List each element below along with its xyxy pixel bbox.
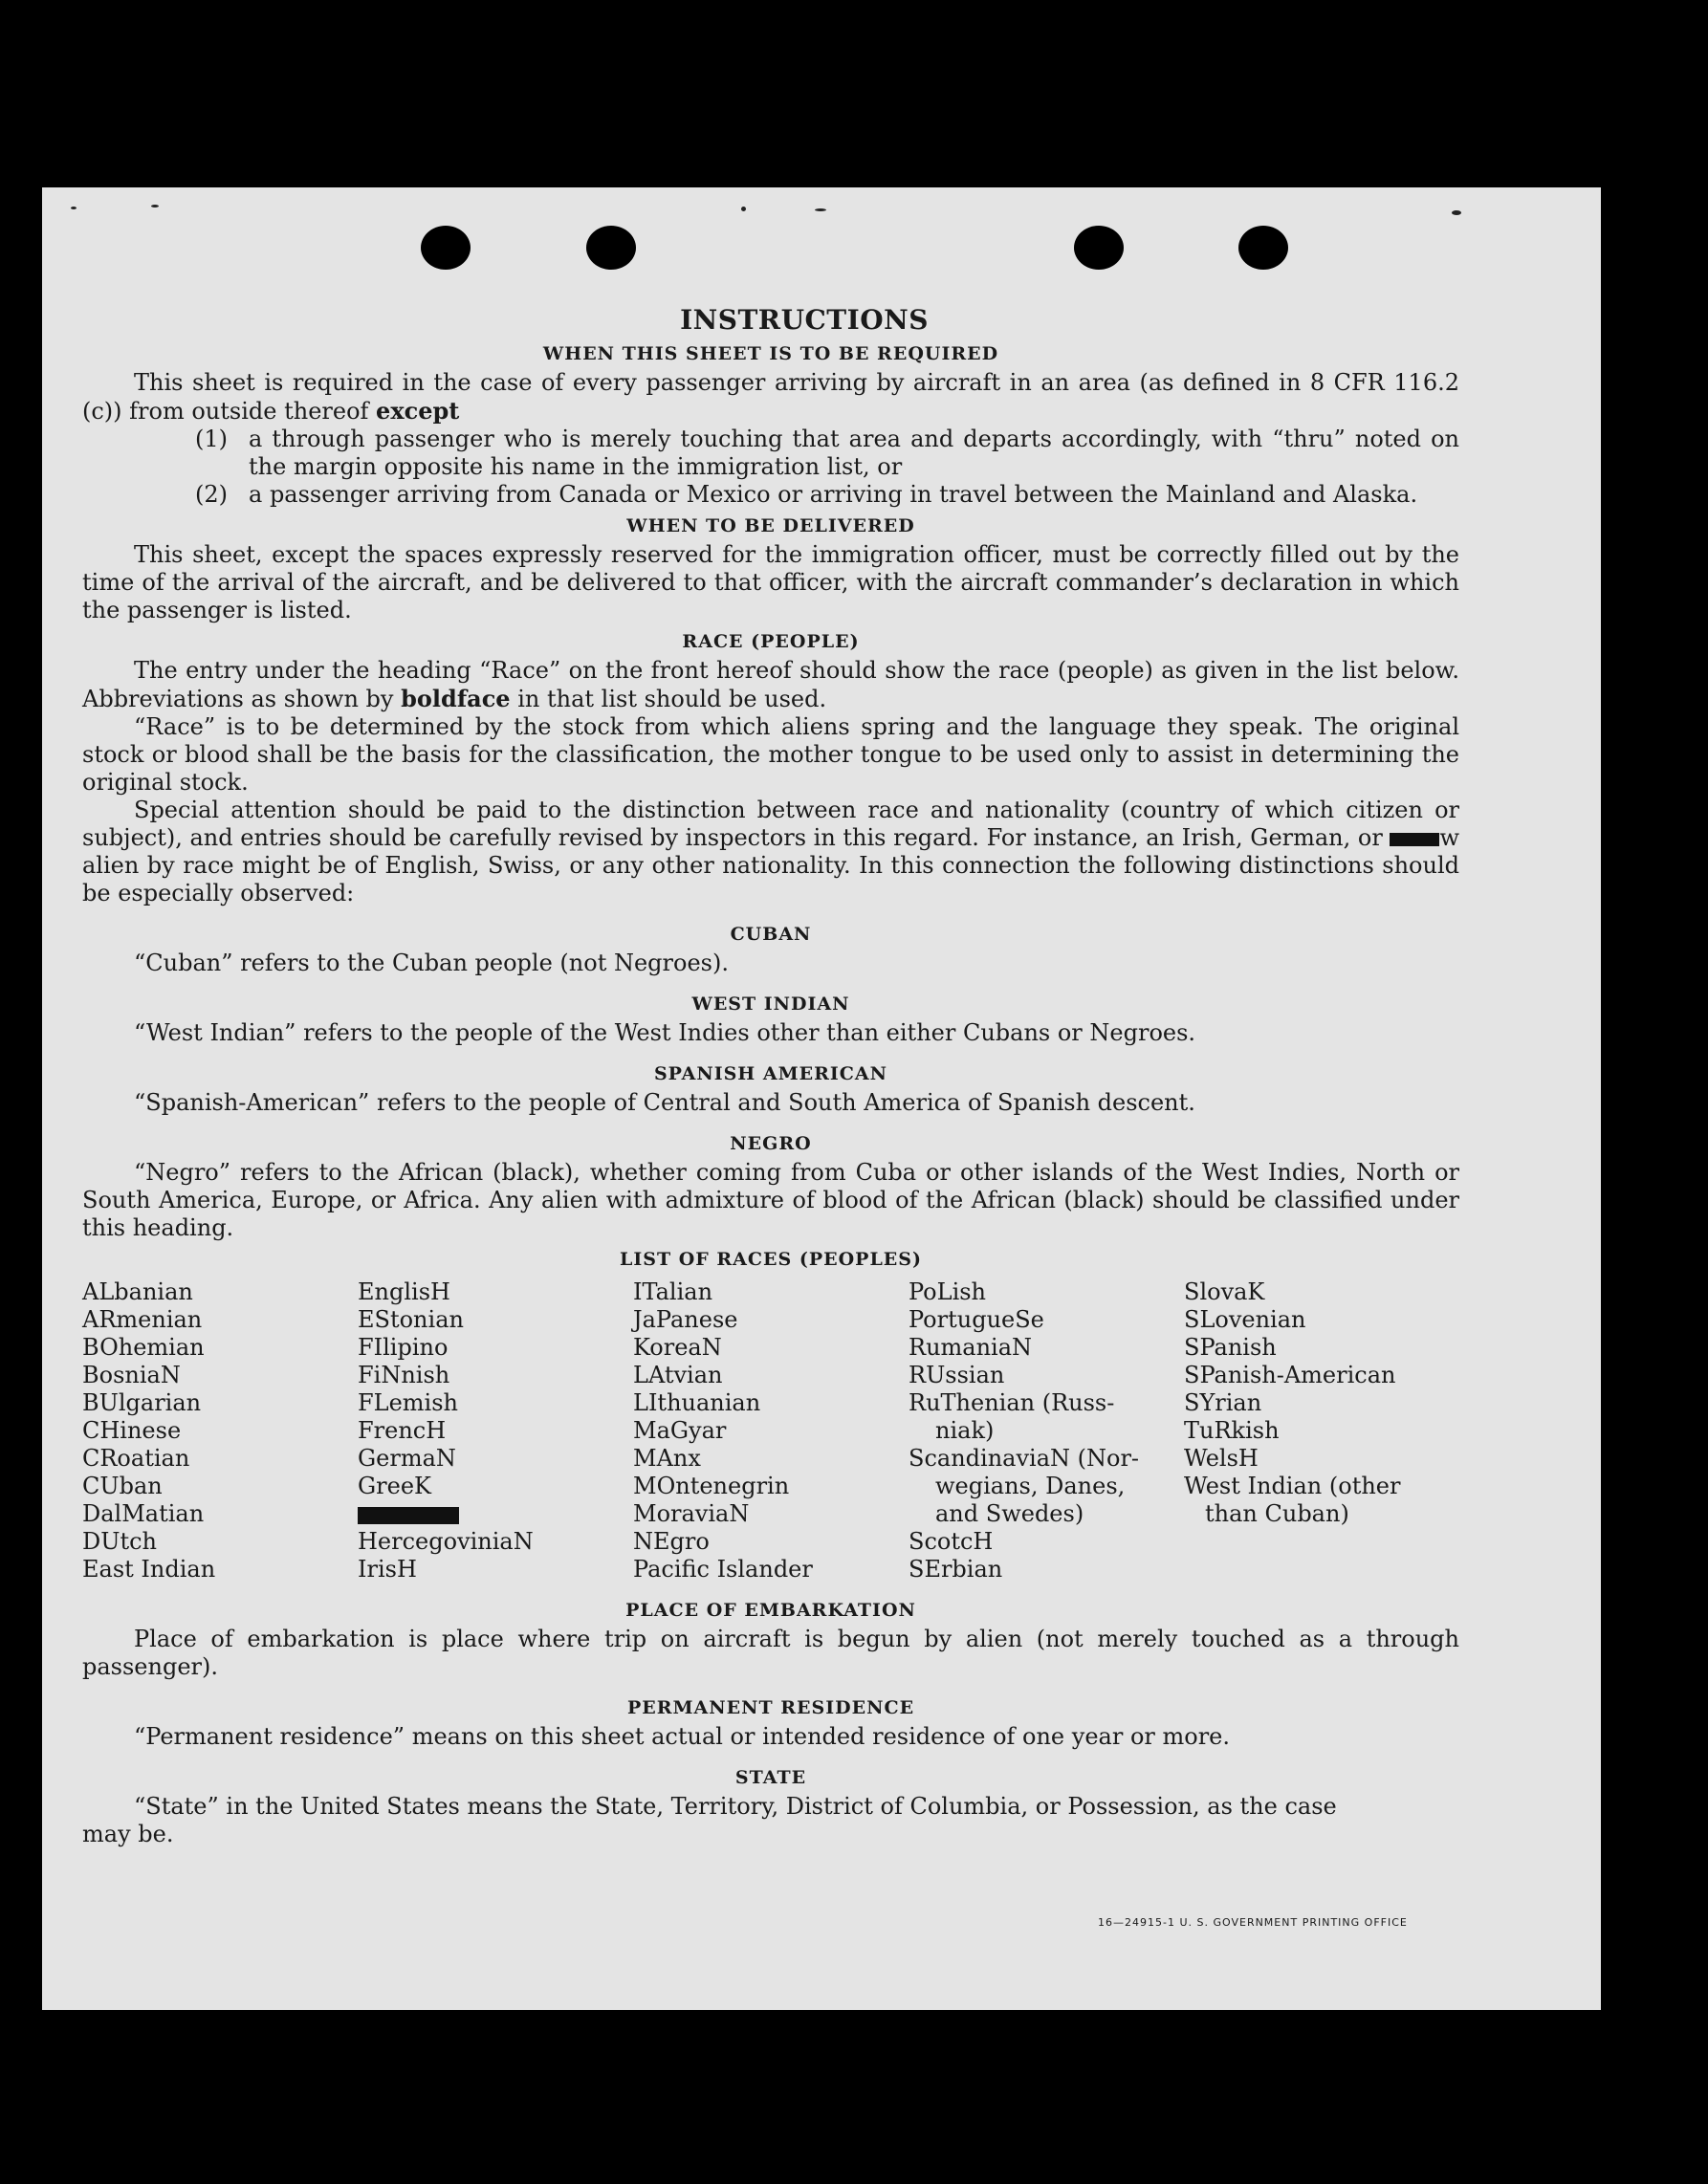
- race-entry: CUban: [82, 1473, 163, 1499]
- races-column: [82, 1278, 358, 1583]
- required-intro: This sheet is required in the case of every passenger arriving by aircraft in an area (as defined in 8 CFR 116.2 (c)) from outside thereof except: [82, 369, 1459, 425]
- race-entry: and Swedes): [935, 1500, 1084, 1527]
- race-entry: SPanish-American: [1184, 1362, 1396, 1388]
- heading-west-indian: WEST INDIAN: [691, 994, 850, 1015]
- race-paragraph: The entry under the heading “Race” on the front hereof should show the race (people) as given in the list below. Abbreviations as shown by boldface in that list should be used.: [82, 657, 1459, 712]
- race-entry: CRoatian: [82, 1445, 190, 1472]
- heading-race: RACE (PEOPLE): [682, 631, 860, 652]
- redaction-mark: [358, 1507, 459, 1524]
- race-entry: ITalian: [633, 1278, 713, 1305]
- heading-list-of-races: LIST OF RACES (PEOPLES): [620, 1249, 922, 1270]
- race-entry: NEgro: [633, 1528, 710, 1555]
- heading-permanent-residence: PERMANENT RESIDENCE: [626, 1697, 915, 1718]
- race-entry: MaGyar: [633, 1417, 727, 1444]
- race-entry: LAtvian: [633, 1362, 723, 1388]
- race-entry: EnglisH: [358, 1278, 450, 1305]
- heading-state: STATE: [734, 1767, 807, 1788]
- speck: [71, 207, 77, 209]
- race-entry: PortugueSe: [909, 1306, 1044, 1333]
- heading-embarkation: PLACE OF EMBARKATION: [625, 1600, 916, 1621]
- speck: [1452, 210, 1461, 215]
- race-entry: BosniaN: [82, 1362, 181, 1388]
- state-text-end: may be.: [82, 1821, 174, 1847]
- redaction-mark: [1390, 833, 1439, 846]
- race-entry: EStonian: [358, 1306, 464, 1333]
- list-item: (2) a passenger arriving from Canada or Mexico or arriving in travel between the Mainland and Alaska.: [195, 481, 1418, 508]
- race-entry: RUssian: [909, 1362, 1005, 1388]
- race-entry: MAnx: [633, 1445, 701, 1472]
- punch-hole: [1238, 226, 1288, 270]
- race-paragraph: Special attention should be paid to the distinction between race and nationality (country of which citizen or subject), and entries should be carefully revised by inspectors in this regard. For instance, an Irish, German, or w alien by race might be of English, Swiss, or any other nationality. In this connection the following distinctions should be especially observed:: [82, 797, 1460, 906]
- printer-imprint: 16—24915-1 U. S. GOVERNMENT PRINTING OFFICE: [1098, 1916, 1408, 1929]
- race-entry: MOntenegrin: [633, 1473, 790, 1499]
- race-entry: ALbanian: [82, 1278, 193, 1305]
- punch-hole: [1074, 226, 1124, 270]
- race-entry: BOhemian: [82, 1334, 205, 1361]
- race-entry: GreeK: [358, 1473, 431, 1499]
- speck: [815, 208, 826, 211]
- race-entry: FiNnish: [358, 1362, 450, 1388]
- heading-negro: NEGRO: [730, 1133, 812, 1154]
- race-entry: FIlipino: [358, 1334, 449, 1361]
- speck: [741, 207, 746, 211]
- race-entry: IrisH: [358, 1556, 417, 1583]
- race-entry: GermaN: [358, 1445, 456, 1472]
- race-entry: SErbian: [909, 1556, 1003, 1583]
- race-entry: WelsH: [1184, 1445, 1259, 1472]
- race-entry: CHinese: [82, 1417, 182, 1444]
- list-item: (1) a through passenger who is merely touching that area and departs accordingly, with “thru” noted on the margin opposite his name in the immigration list, or: [195, 426, 1459, 480]
- races-table: [82, 1278, 1459, 1583]
- race-entry: FrencH: [358, 1417, 447, 1444]
- races-column: [1184, 1278, 1459, 1583]
- race-entry: DUtch: [82, 1528, 158, 1555]
- residence-text: “Permanent residence” means on this sheet actual or intended residence of one year or more.: [134, 1723, 1230, 1750]
- cuban-text: “Cuban” refers to the Cuban people (not Negroes).: [134, 950, 729, 976]
- race-entry: West Indian (other: [1184, 1473, 1401, 1499]
- races-column: [909, 1278, 1184, 1583]
- race-entry: MoraviaN: [633, 1500, 750, 1527]
- heading-required: WHEN THIS SHEET IS TO BE REQUIRED: [542, 343, 999, 364]
- race-paragraph: “Race” is to be determined by the stock from which aliens spring and the language they speak. The original stock or blood shall be the basis for the classification, the mother tongue to be used only to assist in determining the original stock.: [82, 713, 1459, 796]
- race-entry: SlovaK: [1184, 1278, 1265, 1305]
- race-entry: SPanish: [1184, 1334, 1277, 1361]
- race-entry: HercegoviniaN: [358, 1528, 534, 1555]
- embarkation-text: Place of embarkation is place where trip on aircraft is begun by alien (not merely touched as a through passenger).: [82, 1626, 1459, 1680]
- race-entry: ScandinaviaN (Nor-: [909, 1445, 1140, 1472]
- west-indian-text: “West Indian” refers to the people of the West Indies other than either Cubans or Negroes.: [134, 1019, 1196, 1046]
- page-title: INSTRUCTIONS: [680, 304, 929, 336]
- heading-spanish-american: SPANISH AMERICAN: [653, 1063, 888, 1084]
- race-entry: Pacific Islander: [633, 1556, 813, 1583]
- heading-delivered: WHEN TO BE DELIVERED: [626, 515, 915, 536]
- race-entry: ScotcH: [909, 1528, 994, 1555]
- race-entry: East Indian: [82, 1556, 216, 1583]
- race-entry: niak): [935, 1417, 995, 1444]
- race-entry: PoLish: [909, 1278, 987, 1305]
- race-entry: JaPanese: [633, 1306, 738, 1333]
- punch-hole: [586, 226, 636, 270]
- race-entry: BUlgarian: [82, 1389, 202, 1416]
- delivered-text: This sheet, except the spaces expressly reserved for the immigration officer, must be correctly filled out by the time of the arrival of the aircraft, and be delivered to that officer, with the aircraft commander’s declaration in which the passenger is listed.: [82, 541, 1459, 623]
- race-entry: SYrian: [1184, 1389, 1262, 1416]
- race-entry: ARmenian: [82, 1306, 203, 1333]
- race-entry: DalMatian: [82, 1500, 205, 1527]
- race-entry: TuRkish: [1184, 1417, 1280, 1444]
- race-entry: RuThenian (Russ-: [909, 1389, 1115, 1416]
- race-entry: wegians, Danes,: [935, 1473, 1126, 1499]
- race-entry: LIthuanian: [633, 1389, 761, 1416]
- race-entry-redacted: [358, 1500, 633, 1528]
- spanish-american-text: “Spanish-American” refers to the people of Central and South America of Spanish descent.: [134, 1089, 1195, 1116]
- speck: [151, 205, 159, 207]
- races-column: [633, 1278, 909, 1583]
- punch-hole: [421, 226, 471, 270]
- negro-text: “Negro” refers to the African (black), whether coming from Cuba or other islands of the West Indies, North or South America, Europe, or Africa. Any alien with admixture of blood of the African (black) should be classified under this heading.: [82, 1159, 1459, 1241]
- races-column: [358, 1278, 633, 1583]
- race-entry: FLemish: [358, 1389, 458, 1416]
- race-entry: than Cuban): [1205, 1500, 1349, 1527]
- race-entry: SLovenian: [1184, 1306, 1306, 1333]
- state-text: “State” in the United States means the State, Territory, District of Columbia, or Possession, as the case: [134, 1793, 1337, 1820]
- instructions-content: [82, 304, 1459, 1848]
- heading-cuban: CUBAN: [730, 924, 812, 945]
- race-entry: KoreaN: [633, 1334, 722, 1361]
- race-entry: RumaniaN: [909, 1334, 1033, 1361]
